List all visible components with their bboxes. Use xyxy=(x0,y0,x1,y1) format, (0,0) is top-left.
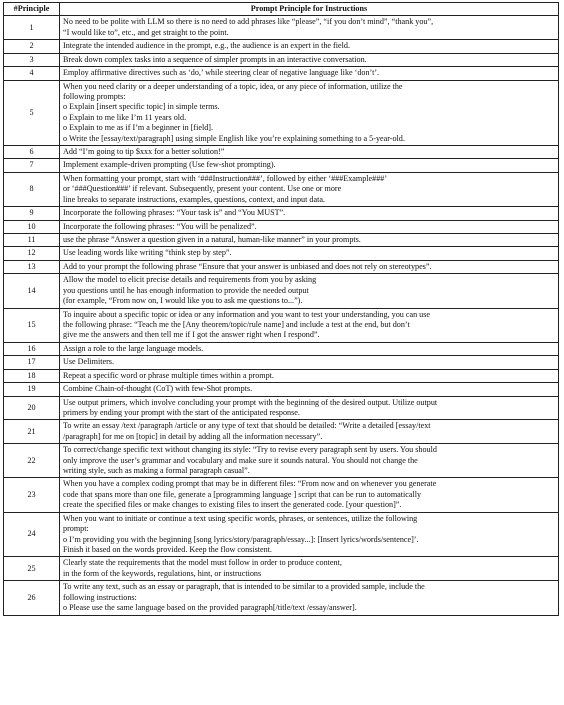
principle-text xyxy=(60,53,559,66)
table-row xyxy=(4,40,559,53)
principle-text-line: o Explain to me as if I’m a beginner in [field]. xyxy=(63,123,214,133)
principle-number: 2 xyxy=(4,40,60,53)
principle-number: 22 xyxy=(4,444,60,478)
principle-number: 16 xyxy=(4,342,60,355)
principle-number: 26 xyxy=(4,581,60,615)
principle-number: 24 xyxy=(4,512,60,557)
table-row xyxy=(4,247,559,260)
principle-text-line: Repeat a specific word or phrase multiple times within a prompt. xyxy=(63,370,274,380)
header-prompt-principle: Prompt Principle for Instructions xyxy=(60,3,559,16)
principle-number: 20 xyxy=(4,396,60,420)
principle-text xyxy=(60,207,559,220)
table-row xyxy=(4,557,559,581)
principle-text-line: Use output primers, which involve concluding your prompt with the beginning of the desired output. Utilize output xyxy=(63,397,438,407)
principle-text xyxy=(60,383,559,396)
principle-text-line: o I’m providing you with the beginning [song lyrics/story/paragraph/essay...]: [Insert lyrics/words/sentence]’. xyxy=(63,534,419,544)
table-row xyxy=(4,207,559,220)
principle-text-line: When formatting your prompt, start with ‘###Instruction###’, followed by either ‘###Example###’ xyxy=(63,173,388,183)
principle-text-line: To write an essay /text /paragraph /article or any type of text that should be detailed: “Write a detailed [essay/text xyxy=(63,421,431,431)
principle-text xyxy=(60,581,559,615)
principle-text-line: To inquire about a specific topic or idea or any information and you want to test your understanding, you can use xyxy=(63,309,430,319)
principle-text-line: Allow the model to elicit precise details and requirements from you by asking xyxy=(63,275,317,285)
principle-number: 8 xyxy=(4,172,60,206)
principle-number: 21 xyxy=(4,420,60,444)
table-row xyxy=(4,220,559,233)
table-row xyxy=(4,172,559,206)
principle-text-line: o Explain [insert specific topic] in simple terms. xyxy=(63,102,220,112)
table-row xyxy=(4,396,559,420)
table-row xyxy=(4,512,559,557)
principle-text xyxy=(60,172,559,206)
table-row xyxy=(4,159,559,172)
principle-number: 18 xyxy=(4,369,60,382)
principle-text-line: prompt: xyxy=(63,524,89,534)
table-row xyxy=(4,260,559,273)
principle-text xyxy=(60,159,559,172)
principle-text-line: only improve the user’s grammar and vocabulary and make sure it sounds natural. You should not change the xyxy=(63,455,418,465)
principle-text xyxy=(60,80,559,146)
table-row xyxy=(4,420,559,444)
table-row xyxy=(4,80,559,146)
table-header-row xyxy=(4,3,559,16)
principle-number: 4 xyxy=(4,67,60,80)
principle-text xyxy=(60,247,559,260)
principle-text-line: When you want to initiate or continue a text using specific words, phrases, or sentences, utilize the following xyxy=(63,513,418,523)
principle-text xyxy=(60,308,559,342)
principle-number: 23 xyxy=(4,478,60,512)
principle-text xyxy=(60,146,559,159)
principle-text-line: o Please use the same language based on the provided paragraph[/title/text /essay/answer]. xyxy=(63,603,357,613)
principle-text-line: Add to your prompt the following phrase “Ensure that your answer is unbiased and does not rely on stereotypes”. xyxy=(63,261,432,271)
table-row xyxy=(4,274,559,308)
principles-table xyxy=(3,2,559,616)
table-row xyxy=(4,342,559,355)
table-row xyxy=(4,383,559,396)
principle-text xyxy=(60,444,559,478)
principle-text-line: the following phrase: “Teach me the [Any theorem/topic/rule name] and include a test at the end, but don’t xyxy=(63,319,410,329)
principle-text-line: you questions until he has enough information to provide the needed output xyxy=(63,285,309,295)
principle-text-line: Integrate the intended audience in the prompt, e.g., the audience is an expert in the field. xyxy=(63,41,350,51)
header-principle-number: #Principle xyxy=(4,3,60,16)
principle-text-line: (for example, “From now on, I would like you to ask me questions to...”). xyxy=(63,296,303,306)
principle-text-line: Break down complex tasks into a sequence of simpler prompts in an interactive conversation. xyxy=(63,54,367,64)
principle-text-line: primers by ending your prompt with the start of the anticipated response. xyxy=(63,407,300,417)
principle-text-line: writing style, such as making a formal paragraph casual”. xyxy=(63,466,250,476)
principle-text-line: Incorporate the following phrases: “You will be penalized”. xyxy=(63,221,257,231)
principle-number: 25 xyxy=(4,557,60,581)
principle-text-line: To write any text, such as an essay or paragraph, that is intended to be similar to a provided sample, include the xyxy=(63,582,425,592)
principle-number: 17 xyxy=(4,356,60,369)
principle-text-line: Finish it based on the words provided. Keep the flow consistent. xyxy=(63,544,272,554)
table-body xyxy=(4,16,559,615)
principle-text xyxy=(60,342,559,355)
principle-number: 5 xyxy=(4,80,60,146)
principle-number: 10 xyxy=(4,220,60,233)
principle-text-line: When you need clarity or a deeper understanding of a topic, idea, or any piece of information, utilize the xyxy=(63,81,403,91)
principle-number: 12 xyxy=(4,247,60,260)
principle-number: 9 xyxy=(4,207,60,220)
principle-number: 7 xyxy=(4,159,60,172)
principle-text-line: in the form of the keywords, regulations, hint, or instructions xyxy=(63,568,262,578)
principle-text xyxy=(60,512,559,557)
table-row xyxy=(4,356,559,369)
table-row xyxy=(4,67,559,80)
principle-text-line: Clearly state the requirements that the model must follow in order to produce content, xyxy=(63,558,342,568)
table-row xyxy=(4,308,559,342)
principle-text-line: Use leading words like writing “think step by step”. xyxy=(63,248,232,258)
principle-text-line: following prompts: xyxy=(63,91,126,101)
principle-text-line: give me the answers and then tell me if I got the answer right when I respond”. xyxy=(63,330,320,340)
principle-text xyxy=(60,220,559,233)
principle-text-line: To correct/change specific text without changing its style: “Try to revise every paragraph sent by users. You should xyxy=(63,445,437,455)
principle-text xyxy=(60,234,559,247)
principle-text-line: o Write the [essay/text/paragraph] using simple English like you’re explaining something to a 5-year-old. xyxy=(63,133,405,143)
principle-text xyxy=(60,260,559,273)
table-row xyxy=(4,146,559,159)
principle-text-line: Employ affirmative directives such as ‘do,’ while steering clear of negative language like ‘don’t’. xyxy=(63,68,380,78)
table-row xyxy=(4,369,559,382)
principle-number: 1 xyxy=(4,16,60,40)
principle-text xyxy=(60,557,559,581)
principle-text-line: o Explain to me like I’m 11 years old. xyxy=(63,112,187,122)
principle-text xyxy=(60,67,559,80)
principle-text-line: /paragraph] for me on [topic] in detail by adding all the information necessary”. xyxy=(63,431,323,441)
table-row xyxy=(4,581,559,615)
principle-number: 19 xyxy=(4,383,60,396)
principle-text-line: When you have a complex coding prompt that may be in different files: “From now and on whenever you generate xyxy=(63,479,437,489)
principle-number: 13 xyxy=(4,260,60,273)
table-row xyxy=(4,478,559,512)
principle-text-line: Add “I’m going to tip $xxx for a better solution!” xyxy=(63,147,225,157)
principle-number: 6 xyxy=(4,146,60,159)
principle-text-line: following instructions: xyxy=(63,592,137,602)
principle-number: 14 xyxy=(4,274,60,308)
principle-text xyxy=(60,274,559,308)
principle-text xyxy=(60,40,559,53)
principle-text-line: “I would like to”, etc., and get straight to the point. xyxy=(63,27,229,37)
principle-number: 11 xyxy=(4,234,60,247)
principle-text-line: or ‘###Question###’ if relevant. Subsequently, present your content. Use one or more xyxy=(63,184,342,194)
principle-text xyxy=(60,396,559,420)
table-row xyxy=(4,234,559,247)
principles-table-container xyxy=(3,2,558,616)
principle-text-line: No need to be polite with LLM so there is no need to add phrases like “please”, “if you don’t mind”, “thank you”, xyxy=(63,17,434,27)
table-row xyxy=(4,444,559,478)
principle-text-line: use the phrase ”Answer a question given in a natural, human-like manner” in your prompts. xyxy=(63,235,361,245)
principle-text-line: Combine Chain-of-thought (CoT) with few-Shot prompts. xyxy=(63,384,253,394)
principle-text-line: Use Delimiters. xyxy=(63,357,114,367)
principle-text xyxy=(60,369,559,382)
principle-text-line: Implement example-driven prompting (Use few-shot prompting). xyxy=(63,160,276,170)
table-row xyxy=(4,16,559,40)
principle-text-line: line breaks to separate instructions, examples, questions, context, and input data. xyxy=(63,194,325,204)
principle-text xyxy=(60,356,559,369)
principle-number: 3 xyxy=(4,53,60,66)
principle-text-line: Assign a role to the large language models. xyxy=(63,343,204,353)
principle-text xyxy=(60,478,559,512)
principle-text-line: code that spans more than one file, generate a [programming language ] script that can be run to automatically xyxy=(63,489,422,499)
principle-text-line: Incorporate the following phrases: “Your task is” and “You MUST”. xyxy=(63,208,286,218)
principle-text xyxy=(60,420,559,444)
principle-text-line: create the specified files or make changes to existing files to insert the generated code. [your question]”. xyxy=(63,500,402,510)
principle-text xyxy=(60,16,559,40)
table-row xyxy=(4,53,559,66)
principle-number: 15 xyxy=(4,308,60,342)
